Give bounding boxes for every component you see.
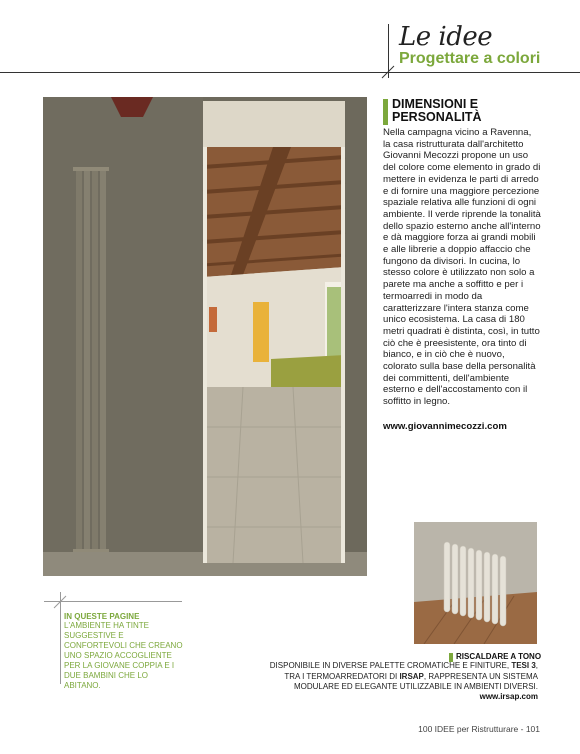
product-photo (414, 522, 537, 644)
section-title: Le idee (399, 22, 493, 52)
header-cross-mark (380, 64, 396, 80)
section-subtitle: Progettare a colori (399, 50, 541, 67)
caption-text: , RAPPRESENTA UN SISTEMA MODULARE ED ELEGANTE UTILIZZABILE IN AMBIENTI DIVERSI. (293, 671, 538, 691)
main-photo (43, 97, 367, 576)
brand-name: IRSAP (399, 671, 424, 681)
caption-cross-mark (52, 594, 68, 610)
caption-body-product (268, 661, 538, 693)
caption-text: , TRA I TERMOARREDATORI DI (284, 661, 538, 681)
caption-body-room: L'AMBIENTE HA TINTE SUGGESTIVE E CONFORTEVOLI CHE CREANO UNO SPAZIO ACCOGLIENTE PER LA GIOVANE COPPIA E I DUE BAMBINI CHE LO ABITANO. (64, 621, 183, 690)
article-title: DIMENSIONI E PERSONALITÀ (392, 97, 482, 124)
header-rule (0, 72, 580, 73)
caption-text: DISPONIBILE IN DIVERSE PALETTE CROMATICHE E FINITURE, (269, 661, 512, 670)
article-body: Nella campagna vicino a Ravenna, la casa ristrutturata dall'architetto Giovanni Mecozzi propone un uso del colore come elemento in grado di mettere in evidenza le parti di arredo e di fornire una maggiore percezione spaziale relativa alle funzioni di ogni ambiente. Il verde riprende la tonalità dello spazio esterno anche all'interno e dà maggiore forza ai grandi mobili e alle librerie a doppio affaccio che fungono da divisori. In cucina, lo stesso colore è utilizzato non solo a parete ma anche a soffitto e per i termoarredi in modo da caratterizzare l'intera stanza come unico ecosistema. La casa di 180 metri quadrati è distinta, così, in tutto ciò che è preesistente, ora tinto di bianco, e in ciò che è nuovo, colorato sulla base della personalità dei committenti, dell'ambiente esterno e dell'accostamento con il soffitto in legno. (383, 127, 541, 408)
article-link[interactable]: www.giovannimecozzi.com (383, 421, 507, 432)
interior-room-illustration (43, 97, 367, 576)
radiator-illustration (414, 522, 537, 644)
page-folio: 100 IDEE per Ristrutturare - 101 (418, 724, 540, 734)
caption-link-product[interactable]: www.irsap.com (479, 692, 538, 701)
product-name: TESI 3 (511, 661, 536, 670)
caption-title-product: RISCALDARE A TONO (456, 652, 542, 661)
caption-title-room: IN QUESTE PAGINE (64, 612, 140, 621)
article-accent-bar (383, 99, 388, 125)
